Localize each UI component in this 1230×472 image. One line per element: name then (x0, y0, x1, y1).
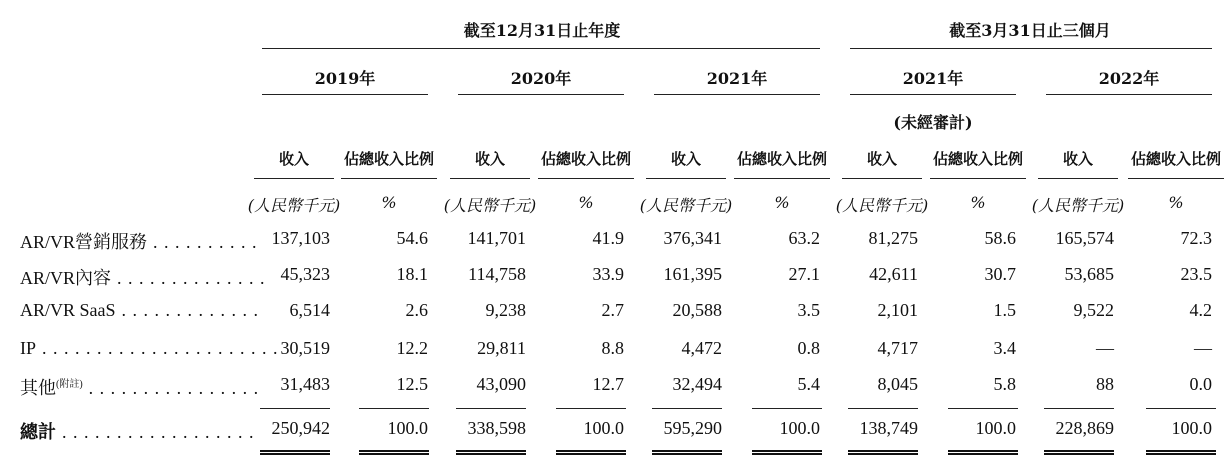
leader-dots: . . . . . . . . . . . . . . . . . . . . . . (42, 338, 279, 358)
table-cell: 9,238 (485, 300, 526, 320)
unit-rmb: (人民幣千元) (247, 196, 341, 215)
total-label-text: 總計 (20, 422, 56, 442)
table-cell: 137,103 (271, 228, 330, 248)
table-cell: 53,685 (1064, 264, 1114, 284)
unit-pct: % (970, 193, 986, 212)
table-cell: 3.4 (993, 338, 1016, 358)
total-cell: 595,290 (663, 418, 722, 438)
unit-pct: % (381, 193, 397, 212)
group-rule-quarter (850, 48, 1212, 49)
table-cell: 81,275 (868, 228, 918, 248)
table-cell: 9,522 (1073, 300, 1114, 320)
table-cell: 32,494 (672, 374, 722, 394)
table-cell: 141,701 (467, 228, 526, 248)
table-cell: 8,045 (877, 374, 918, 394)
ratio-header: 佔總收入比例 (540, 150, 631, 168)
table-cell: 31,483 (280, 374, 330, 394)
leader-dots: . . . . . . . . . . . . . . . . (88, 378, 260, 398)
table-cell: 12.2 (396, 338, 428, 358)
group-header-annual: 截至12月31日止年度 (463, 21, 621, 40)
unit-rmb: (人民幣千元) (443, 196, 537, 215)
table-cell: 30,519 (280, 338, 330, 358)
table-cell: 2,101 (877, 300, 918, 320)
leader-dots: . . . . . . . . . . . . . . . . . . (62, 422, 255, 442)
subtotal-rule (1044, 408, 1114, 409)
subtotal-rule (752, 408, 822, 409)
table-cell: 41.9 (592, 228, 624, 248)
table-cell: — (1194, 338, 1212, 358)
leader-dots: . . . . . . . . . . . . . . (117, 268, 266, 288)
ratio-header-rule (734, 178, 830, 179)
total-cell: 138,749 (859, 418, 918, 438)
table-cell: 2.6 (405, 300, 428, 320)
table-cell: 30.7 (984, 264, 1016, 284)
table-cell: 18.1 (396, 264, 428, 284)
ratio-header: 佔總收入比例 (736, 150, 827, 168)
double-rule (1146, 450, 1216, 455)
double-rule (556, 450, 626, 455)
group-header-quarter: 截至3月31日止三個月 (949, 21, 1111, 40)
year-header-2021-q1: 2021年 (902, 69, 964, 88)
table-cell: 63.2 (788, 228, 820, 248)
total-cell: 100.0 (779, 418, 820, 438)
year-rule-2019 (262, 94, 428, 95)
leader-dots: . . . . . . . . . . . . . (121, 300, 260, 320)
year-header-2022-q1: 2022年 (1098, 69, 1160, 88)
table-cell: 42,611 (869, 264, 918, 284)
table-cell: 45,323 (280, 264, 330, 284)
total-cell: 100.0 (1171, 418, 1212, 438)
ratio-header: 佔總收入比例 (932, 150, 1023, 168)
revenue-header: 收入 (474, 150, 505, 168)
table-cell: 376,341 (663, 228, 722, 248)
table-cell: 58.6 (984, 228, 1016, 248)
table-cell: 33.9 (592, 264, 624, 284)
revenue-header-rule (646, 178, 726, 179)
subtotal-rule (652, 408, 722, 409)
table-cell: 12.5 (396, 374, 428, 394)
group-rule-annual (262, 48, 820, 49)
unit-pct: % (578, 193, 594, 212)
row-label-text: AR/VR營銷服務 (20, 232, 148, 252)
ratio-header: 佔總收入比例 (1130, 150, 1221, 168)
ratio-header: 佔總收入比例 (343, 150, 434, 168)
year-rule-2020 (458, 94, 624, 95)
subtotal-rule (359, 408, 429, 409)
subtotal-rule (260, 408, 330, 409)
subtotal-rule (848, 408, 918, 409)
revenue-header-rule (842, 178, 922, 179)
year-rule-2021 (654, 94, 820, 95)
unit-rmb: (人民幣千元) (835, 196, 929, 215)
table-cell: 2.7 (601, 300, 624, 320)
table-cell: 43,090 (476, 374, 526, 394)
ratio-header-rule (538, 178, 634, 179)
ratio-header-rule (930, 178, 1026, 179)
table-cell: 29,811 (477, 338, 526, 358)
table-cell: 5.4 (797, 374, 820, 394)
ratio-header-rule (1128, 178, 1224, 179)
leader-dots: . . . . . . . . . . (153, 232, 258, 252)
table-cell: 1.5 (993, 300, 1016, 320)
revenue-header: 收入 (670, 150, 701, 168)
row-label-text: 其他 (20, 378, 56, 398)
subtotal-rule (556, 408, 626, 409)
year-header-2021: 2021年 (706, 69, 768, 88)
table-cell: 8.8 (601, 338, 624, 358)
footnote-marker: (附註) (56, 379, 83, 390)
table-cell: 27.1 (788, 264, 820, 284)
table-cell: 54.6 (396, 228, 428, 248)
table-cell: 88 (1096, 374, 1114, 394)
table-cell: 5.8 (993, 374, 1016, 394)
subtotal-rule (1146, 408, 1216, 409)
total-cell: 338,598 (467, 418, 526, 438)
row-label-text: IP (20, 338, 37, 358)
table-cell: 4,717 (877, 338, 918, 358)
double-rule (752, 450, 822, 455)
revenue-header: 收入 (1062, 150, 1093, 168)
table-cell: 12.7 (592, 374, 624, 394)
total-cell: 100.0 (583, 418, 624, 438)
unit-pct: % (1168, 193, 1184, 212)
double-rule (456, 450, 526, 455)
subtotal-rule (456, 408, 526, 409)
table-cell: 114,758 (468, 264, 526, 284)
subtotal-rule (948, 408, 1018, 409)
table-cell: 6,514 (289, 300, 330, 320)
year-rule-2021-q1 (850, 94, 1016, 95)
table-cell: — (1096, 338, 1114, 358)
ratio-header-rule (341, 178, 437, 179)
double-rule (1044, 450, 1114, 455)
double-rule (948, 450, 1018, 455)
table-cell: 23.5 (1180, 264, 1212, 284)
revenue-header-rule (450, 178, 530, 179)
unaudited-note: (未經審計) (893, 113, 973, 132)
total-cell: 228,869 (1055, 418, 1114, 438)
table-cell: 20,588 (672, 300, 722, 320)
double-rule (652, 450, 722, 455)
total-cell: 250,942 (271, 418, 330, 438)
table-cell: 4.2 (1189, 300, 1212, 320)
table-cell: 3.5 (797, 300, 820, 320)
table-cell: 161,395 (663, 264, 722, 284)
table-cell: 0.0 (1189, 374, 1212, 394)
unit-pct: % (774, 193, 790, 212)
total-cell: 100.0 (387, 418, 428, 438)
year-header-2019: 2019年 (314, 69, 376, 88)
double-rule (848, 450, 918, 455)
year-rule-2022-q1 (1046, 94, 1212, 95)
table-cell: 0.8 (797, 338, 820, 358)
double-rule (359, 450, 429, 455)
year-header-2020: 2020年 (510, 69, 572, 88)
revenue-header-rule (1038, 178, 1118, 179)
unit-rmb: (人民幣千元) (1031, 196, 1125, 215)
table-cell: 165,574 (1055, 228, 1114, 248)
double-rule (260, 450, 330, 455)
revenue-header: 收入 (866, 150, 897, 168)
total-cell: 100.0 (975, 418, 1016, 438)
revenue-header-rule (254, 178, 334, 179)
unit-rmb: (人民幣千元) (639, 196, 733, 215)
row-label-text: AR/VR內容 (20, 268, 112, 288)
table-cell: 4,472 (681, 338, 722, 358)
revenue-header: 收入 (278, 150, 309, 168)
table-cell: 72.3 (1180, 228, 1212, 248)
row-label-text: AR/VR SaaS (20, 300, 116, 320)
